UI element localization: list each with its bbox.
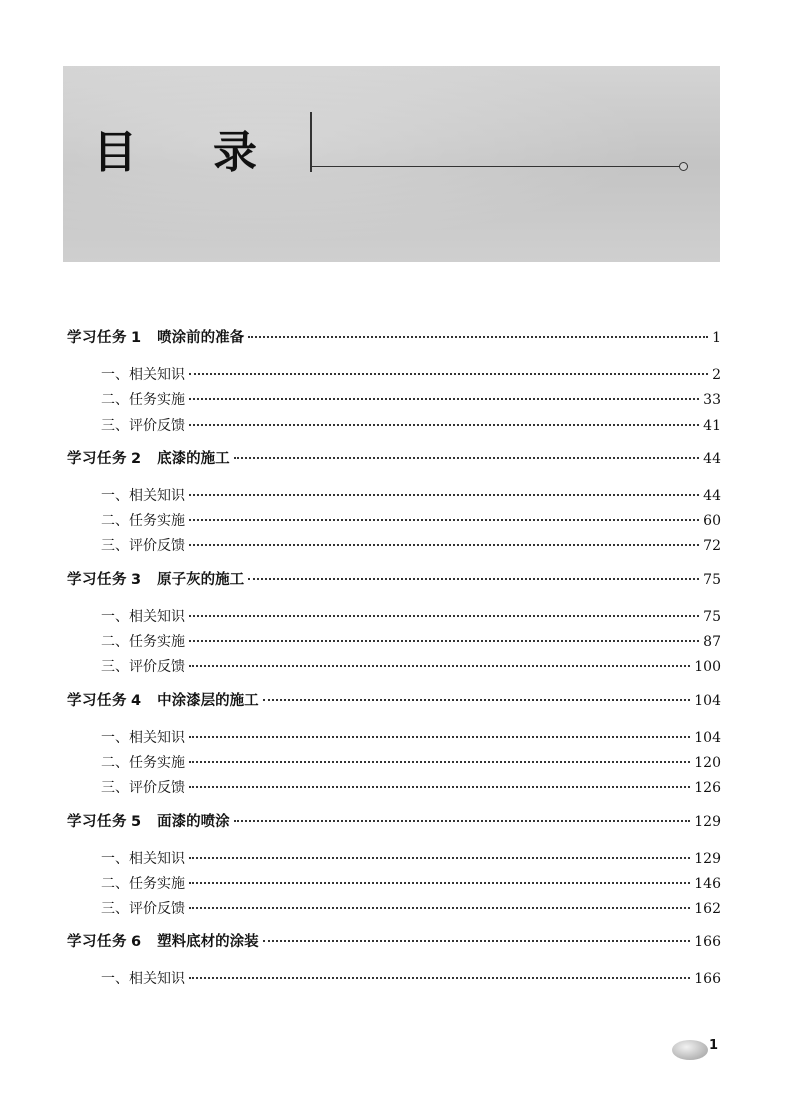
dot-leader	[189, 615, 699, 617]
dot-leader	[234, 457, 700, 459]
subitem-label: 一、相关知识	[101, 850, 185, 867]
toc-subitem[interactable]	[67, 848, 721, 873]
dot-leader	[189, 398, 699, 400]
subitem-label: 二、任务实施	[101, 875, 185, 892]
task-number: 2	[131, 450, 142, 467]
task-number: 3	[131, 571, 142, 588]
task-page-number: 104	[694, 692, 721, 709]
dot-leader	[189, 761, 690, 763]
subitem-page-number: 126	[694, 780, 721, 797]
subitem-label: 一、相关知识	[101, 608, 185, 625]
toc-subitem[interactable]	[67, 389, 721, 414]
task-prefix: 学习任务	[67, 450, 127, 467]
task-name: 塑料底材的涂装	[157, 934, 259, 951]
subitem-label: 三、评价反馈	[101, 780, 185, 797]
task-number: 4	[131, 692, 142, 709]
subitem-label: 二、任务实施	[101, 513, 185, 530]
task-name: 底漆的施工	[157, 450, 230, 467]
title-char-2: 录	[213, 127, 257, 178]
title-divider-vertical	[310, 112, 312, 172]
toc-task-entry[interactable]	[67, 568, 721, 594]
task-prefix: 学习任务	[67, 692, 127, 709]
toc-subitem[interactable]	[67, 606, 721, 631]
task-title	[67, 568, 244, 589]
toc-subitem[interactable]	[67, 968, 721, 993]
task-page-number: 129	[694, 813, 721, 830]
task-prefix: 学习任务	[67, 571, 127, 588]
toc-subitems	[67, 606, 721, 682]
toc-task-entry[interactable]	[67, 689, 721, 715]
task-name: 中涂漆层的施工	[157, 692, 259, 709]
subitem-label: 二、任务实施	[101, 392, 185, 409]
table-of-contents	[67, 326, 721, 1001]
dot-leader	[189, 373, 708, 375]
subitem-label: 三、评价反馈	[101, 659, 185, 676]
subitem-label: 一、相关知识	[101, 487, 185, 504]
title-divider-horizontal	[311, 166, 681, 167]
subitem-page-number: 75	[703, 608, 721, 625]
subitem-page-number: 72	[703, 538, 721, 555]
task-title	[67, 447, 230, 468]
task-title	[67, 689, 259, 710]
subitem-label: 二、任务实施	[101, 634, 185, 651]
subitem-label: 一、相关知识	[101, 367, 185, 383]
toc-subitem[interactable]	[67, 727, 721, 752]
dot-leader	[189, 882, 690, 884]
task-page-number: 166	[694, 934, 721, 951]
toc-subitem[interactable]	[67, 873, 721, 898]
dot-leader	[234, 820, 691, 822]
toc-task-entry[interactable]	[67, 810, 721, 836]
toc-task-entry[interactable]	[67, 930, 721, 956]
subitem-label: 三、评价反馈	[101, 901, 185, 918]
task-name: 喷涂前的准备	[157, 330, 245, 346]
task-page-number: 44	[703, 450, 721, 467]
task-prefix: 学习任务	[67, 934, 127, 951]
toc-subitems	[67, 364, 721, 440]
task-page-number: 75	[703, 571, 721, 588]
subitem-label: 一、相关知识	[101, 971, 185, 988]
dot-leader	[189, 519, 699, 521]
dot-leader	[263, 940, 691, 942]
subitem-page-number: 104	[694, 729, 721, 746]
dot-leader	[189, 786, 690, 788]
task-number: 1	[131, 330, 142, 346]
toc-subitem[interactable]	[67, 898, 721, 923]
subitem-page-number: 60	[703, 513, 721, 530]
dot-leader	[248, 336, 708, 338]
toc-subitem[interactable]	[67, 364, 721, 389]
dot-leader	[189, 640, 699, 642]
toc-task-entry[interactable]	[67, 447, 721, 473]
subitem-page-number: 166	[694, 971, 721, 988]
task-title	[67, 326, 244, 347]
dot-leader	[189, 977, 690, 979]
task-page-number: 1	[712, 330, 721, 346]
subitem-page-number: 2	[712, 367, 721, 383]
page-ornament	[672, 1040, 708, 1060]
dot-leader	[263, 699, 691, 701]
subitem-label: 二、任务实施	[101, 754, 185, 771]
subitem-page-number: 100	[694, 659, 721, 676]
toc-subitem[interactable]	[67, 535, 721, 560]
toc-subitem[interactable]	[67, 485, 721, 510]
dot-leader	[248, 578, 699, 580]
dot-leader	[189, 665, 690, 667]
dot-leader	[189, 544, 699, 546]
subitem-page-number: 120	[694, 754, 721, 771]
toc-task-entry[interactable]	[67, 326, 721, 352]
task-name: 面漆的喷涂	[157, 813, 230, 830]
toc-subitems	[67, 727, 721, 803]
title-char-1: 目	[93, 127, 137, 178]
subitem-page-number: 87	[703, 634, 721, 651]
subitem-page-number: 44	[703, 487, 721, 504]
dot-leader	[189, 857, 690, 859]
task-title	[67, 810, 230, 831]
toc-subitems	[67, 848, 721, 924]
page-title	[93, 116, 257, 180]
subitem-page-number: 129	[694, 850, 721, 867]
subitem-page-number: 162	[694, 901, 721, 918]
toc-subitem[interactable]	[67, 777, 721, 802]
page-number: 1	[709, 1038, 719, 1053]
dot-leader	[189, 424, 699, 426]
task-name: 原子灰的施工	[157, 571, 245, 588]
task-number: 6	[131, 934, 142, 951]
toc-subitems	[67, 968, 721, 993]
toc-subitem[interactable]	[67, 415, 721, 440]
subitem-label: 一、相关知识	[101, 729, 185, 746]
dot-leader	[189, 736, 690, 738]
subitem-page-number: 146	[694, 875, 721, 892]
subitem-label: 三、评价反馈	[101, 538, 185, 555]
task-title	[67, 930, 259, 951]
task-prefix: 学习任务	[67, 813, 127, 830]
toc-subitem[interactable]	[67, 752, 721, 777]
subitem-page-number: 41	[703, 417, 721, 434]
toc-subitem[interactable]	[67, 656, 721, 681]
toc-subitems	[67, 485, 721, 561]
title-divider-end-dot	[679, 162, 688, 171]
toc-subitem[interactable]	[67, 510, 721, 535]
task-prefix: 学习任务	[67, 330, 127, 346]
header-banner	[63, 66, 720, 262]
dot-leader	[189, 907, 690, 909]
toc-subitem[interactable]	[67, 631, 721, 656]
dot-leader	[189, 494, 699, 496]
task-number: 5	[131, 813, 142, 830]
subitem-label: 三、评价反馈	[101, 417, 185, 434]
subitem-page-number: 33	[703, 392, 721, 409]
